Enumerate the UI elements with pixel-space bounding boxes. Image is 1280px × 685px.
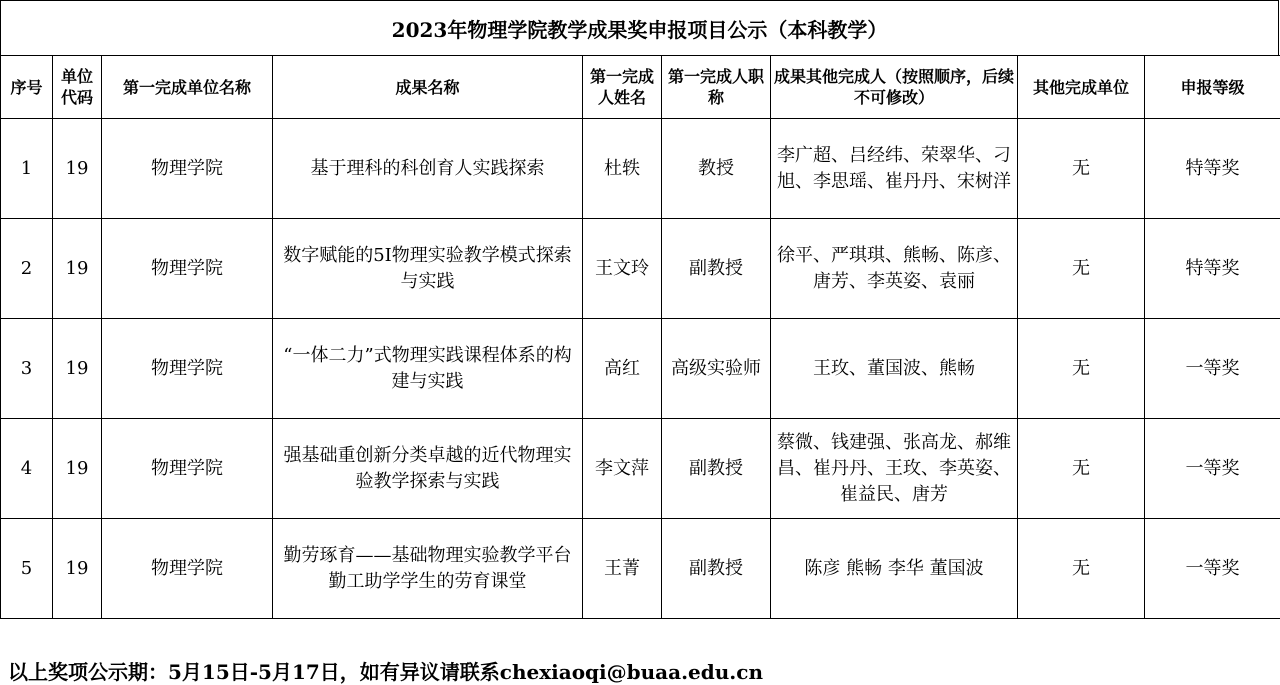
- cell-code[interactable]: 19: [53, 519, 102, 619]
- header-cell[interactable]: 第一完成人姓名: [583, 56, 662, 119]
- header-cell[interactable]: 第一完成单位名称: [102, 56, 273, 119]
- table-row: [1, 119, 1280, 219]
- cell-achievement[interactable]: 强基础重创新分类卓越的近代物理实验教学探索与实践: [273, 419, 583, 519]
- cell-leader-title[interactable]: 高级实验师: [662, 319, 771, 419]
- cell-achievement[interactable]: “一体二力”式物理实践课程体系的构建与实践: [273, 319, 583, 419]
- cell-level[interactable]: 一等奖: [1145, 419, 1280, 519]
- cell-other-units[interactable]: 无: [1018, 319, 1145, 419]
- header-cell[interactable]: 申报等级: [1145, 56, 1280, 119]
- cell-other-members[interactable]: 王玫、董国波、熊畅: [771, 319, 1018, 419]
- cell-unit[interactable]: 物理学院: [102, 219, 273, 319]
- cell-leader-title[interactable]: 副教授: [662, 419, 771, 519]
- cell-level[interactable]: 特等奖: [1145, 219, 1280, 319]
- cell-no[interactable]: 2: [1, 219, 53, 319]
- cell-code[interactable]: 19: [53, 219, 102, 319]
- cell-leader-title[interactable]: 副教授: [662, 519, 771, 619]
- header-cell[interactable]: 成果名称: [273, 56, 583, 119]
- cell-code[interactable]: 19: [53, 419, 102, 519]
- header-cell[interactable]: 序号: [1, 56, 53, 119]
- table-row: [1, 219, 1280, 319]
- cell-other-units[interactable]: 无: [1018, 419, 1145, 519]
- cell-leader[interactable]: 杜轶: [583, 119, 662, 219]
- cell-leader[interactable]: 李文萍: [583, 419, 662, 519]
- cell-achievement[interactable]: 基于理科的科创育人实践探索: [273, 119, 583, 219]
- cell-level[interactable]: 特等奖: [1145, 119, 1280, 219]
- cell-other-members[interactable]: 徐平、严琪琪、熊畅、陈彦、唐芳、李英姿、袁丽: [771, 219, 1018, 319]
- table-row: [1, 419, 1280, 519]
- cell-no[interactable]: 5: [1, 519, 53, 619]
- cell-other-units[interactable]: 无: [1018, 219, 1145, 319]
- footer-note[interactable]: 以上奖项公示期：5月15日-5月17日，如有异议请联系chexiaoqi@buaa.edu.cn: [8, 660, 763, 684]
- cell-other-units[interactable]: 无: [1018, 119, 1145, 219]
- cell-other-members[interactable]: 蔡微、钱建强、张高龙、郝维昌、崔丹丹、王玫、李英姿、崔益民、唐芳: [771, 419, 1018, 519]
- cell-other-members[interactable]: 李广超、吕经纬、荣翠华、刁旭、李思瑶、崔丹丹、宋树洋: [771, 119, 1018, 219]
- header-cell[interactable]: 第一完成人职称: [662, 56, 771, 119]
- cell-no[interactable]: 4: [1, 419, 53, 519]
- cell-achievement[interactable]: 数字赋能的5I物理实验教学模式探索与实践: [273, 219, 583, 319]
- sheet-title: 2023年物理学院教学成果奖申报项目公示（本科教学）: [0, 0, 1279, 55]
- cell-leader[interactable]: 王文玲: [583, 219, 662, 319]
- cell-unit[interactable]: 物理学院: [102, 519, 273, 619]
- cell-level[interactable]: 一等奖: [1145, 519, 1280, 619]
- cell-leader-title[interactable]: 教授: [662, 119, 771, 219]
- cell-code[interactable]: 19: [53, 119, 102, 219]
- header-cell[interactable]: 成果其他完成人（按照顺序，后续不可修改）: [771, 56, 1018, 119]
- header-row: [1, 56, 1280, 119]
- header-cell[interactable]: 其他完成单位: [1018, 56, 1145, 119]
- header-cell[interactable]: 单位代码: [53, 56, 102, 119]
- cell-leader[interactable]: 高红: [583, 319, 662, 419]
- cell-other-units[interactable]: 无: [1018, 519, 1145, 619]
- empty-row[interactable]: [0, 618, 1280, 648]
- cell-level[interactable]: 一等奖: [1145, 319, 1280, 419]
- cell-leader-title[interactable]: 副教授: [662, 219, 771, 319]
- cell-leader[interactable]: 王菁: [583, 519, 662, 619]
- cell-other-members[interactable]: 陈彦 熊畅 李华 董国波: [771, 519, 1018, 619]
- cell-unit[interactable]: 物理学院: [102, 419, 273, 519]
- cell-code[interactable]: 19: [53, 319, 102, 419]
- cell-unit[interactable]: 物理学院: [102, 119, 273, 219]
- table-row: [1, 319, 1280, 419]
- cell-no[interactable]: 1: [1, 119, 53, 219]
- cell-achievement[interactable]: 勤劳琢育——基础物理实验教学平台勤工助学学生的劳育课堂: [273, 519, 583, 619]
- cell-no[interactable]: 3: [1, 319, 53, 419]
- award-table: [0, 55, 1280, 619]
- table-row: [1, 519, 1280, 619]
- cell-unit[interactable]: 物理学院: [102, 319, 273, 419]
